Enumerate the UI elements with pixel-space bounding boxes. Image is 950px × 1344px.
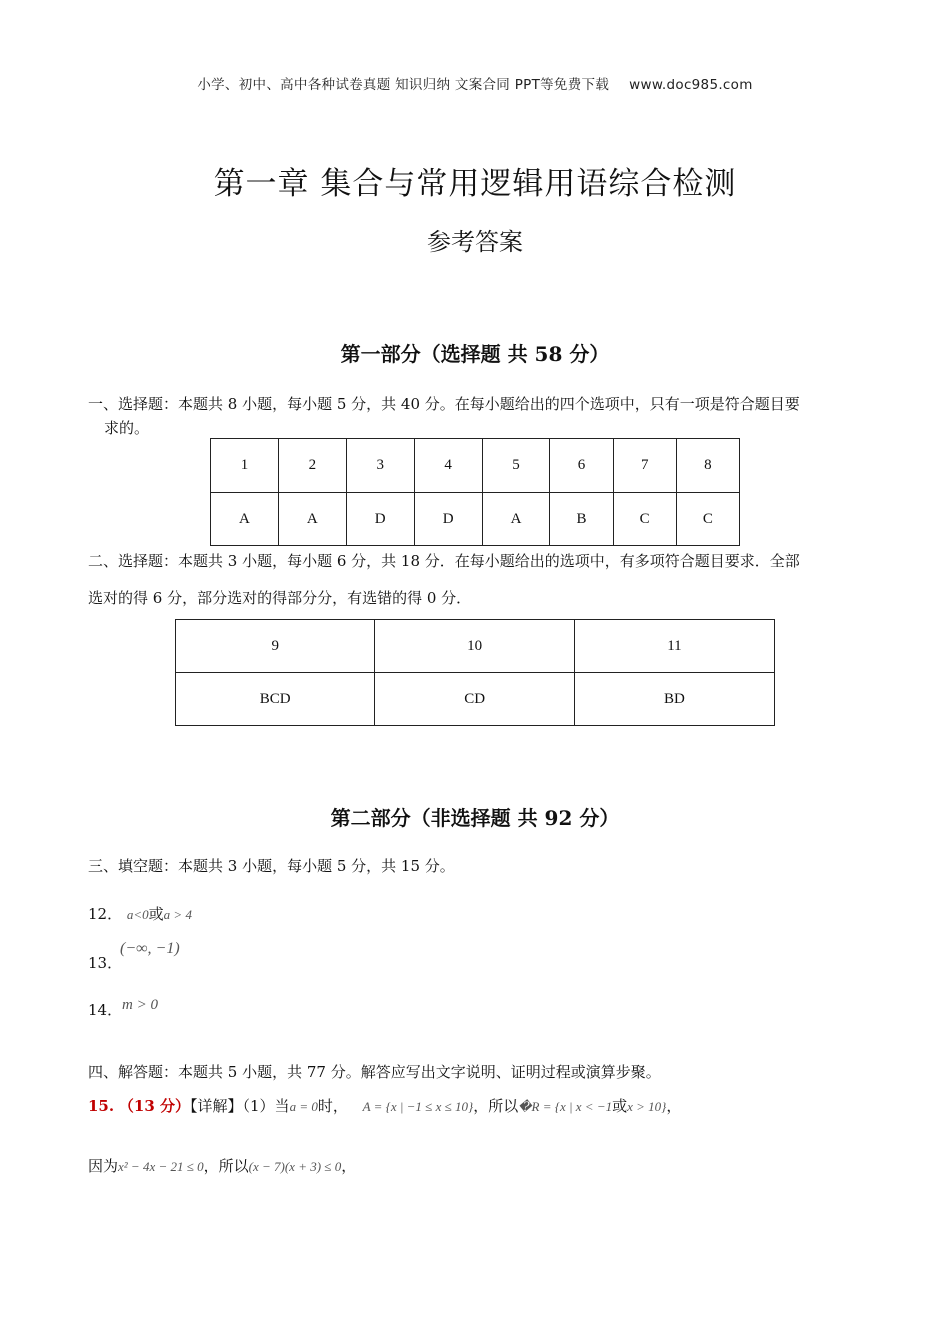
table-cell: CD <box>375 673 574 726</box>
solution-text: 时， <box>317 1097 348 1115</box>
header-site[interactable]: www.doc985.com <box>629 77 753 93</box>
solution-15-line1 <box>88 1094 888 1119</box>
table-cell: 6 <box>550 439 613 493</box>
table-cell: B <box>550 493 613 546</box>
section3-text: 三、填空题：本题共 3 小题，每小题 5 分，共 15 分。 <box>88 857 455 875</box>
table-row <box>176 673 775 726</box>
section1-text-line1: 一、选择题：本题共 8 小题，每小题 5 分，共 40 分。在每小题给出的四个选项中，只有一项是符合题目要 <box>88 395 800 413</box>
table-row <box>211 493 740 546</box>
math-expression: (−∞, −1) <box>120 940 180 957</box>
section2-text-line1: 二、选择题：本题共 3 小题，每小题 6 分，共 18 分．在每小题给出的选项中，有多项符合题目要求．全部 <box>88 552 800 570</box>
solution-text: 或 <box>612 1097 628 1115</box>
answer-12 <box>88 902 192 927</box>
table-cell: 11 <box>574 620 774 673</box>
table-cell: D <box>414 493 482 546</box>
solution-text: ，所以 <box>203 1157 249 1175</box>
table-row <box>176 620 775 673</box>
answer-table-2 <box>175 619 775 726</box>
solution-text: ， <box>666 1097 682 1115</box>
table-cell: 9 <box>176 620 375 673</box>
part2-heading: 第二部分（非选择题 共 92 分） <box>330 806 620 830</box>
table-cell: 2 <box>278 439 346 493</box>
solution-text: 因为 <box>88 1157 119 1175</box>
header-text: 小学、初中、高中各种试卷真题 知识归纳 文案合同 PPT等免费下载 <box>197 77 610 93</box>
table-cell: D <box>346 493 414 546</box>
table-row <box>211 439 740 493</box>
answer-14 <box>88 998 122 1022</box>
table-cell: C <box>676 493 739 546</box>
math-expression: a > 4 <box>163 907 192 922</box>
part1-heading: 第一部分（选择题 共 58 分） <box>340 342 610 366</box>
question-number: 15. <box>88 1097 115 1115</box>
math-expression: �R = {x | x < −1 <box>518 1099 613 1114</box>
table-cell: 4 <box>414 439 482 493</box>
table-cell: 3 <box>346 439 414 493</box>
table-cell: BD <box>574 673 774 726</box>
math-expression: a<0 <box>126 907 149 922</box>
question-number: 13． <box>88 954 123 972</box>
score-label: （13 分） <box>118 1097 190 1115</box>
table-cell: 1 <box>211 439 279 493</box>
question-number: 12． <box>88 905 123 923</box>
detail-tag: 【详解】 <box>190 1097 243 1115</box>
math-expression: m > 0 <box>122 997 158 1013</box>
table-cell: A <box>211 493 279 546</box>
table-cell: C <box>613 493 676 546</box>
section2-text-line2: 选对的得 6 分，部分选对的得部分分，有选错的得 0 分． <box>88 589 472 607</box>
math-expression: a = 0 <box>289 1099 318 1114</box>
table-cell: BCD <box>176 673 375 726</box>
solution-text: ，所以 <box>473 1097 519 1115</box>
math-expression: x² − 4x − 21 ≤ 0 <box>118 1159 204 1174</box>
table-cell: 8 <box>676 439 739 493</box>
section4-text: 四、解答题：本题共 5 小题，共 77 分。解答应写出文字说明、证明过程或演算步聚。 <box>88 1063 661 1081</box>
table-cell: 7 <box>613 439 676 493</box>
math-expression: x > 10} <box>627 1099 667 1114</box>
table-cell: 5 <box>482 439 550 493</box>
page-title: 第一章 集合与常用逻辑用语综合检测 <box>213 166 737 202</box>
table-cell: A <box>482 493 550 546</box>
solution-text: （1）当 <box>242 1097 290 1115</box>
question-number: 14． <box>88 1001 123 1019</box>
answer-connector: 或 <box>148 905 164 923</box>
table-cell: 10 <box>375 620 574 673</box>
table-cell: A <box>278 493 346 546</box>
page-subtitle: 参考答案 <box>427 228 523 256</box>
math-expression: A = {x | −1 ≤ x ≤ 10} <box>362 1099 474 1114</box>
math-expression: (x − 7)(x + 3) ≤ 0 <box>248 1159 342 1174</box>
solution-text: ， <box>341 1157 357 1175</box>
solution-15-line2 <box>88 1154 888 1179</box>
page-header <box>0 73 950 93</box>
section1-text-line2: 求的。 <box>104 419 150 437</box>
answer-table-1 <box>210 438 740 546</box>
